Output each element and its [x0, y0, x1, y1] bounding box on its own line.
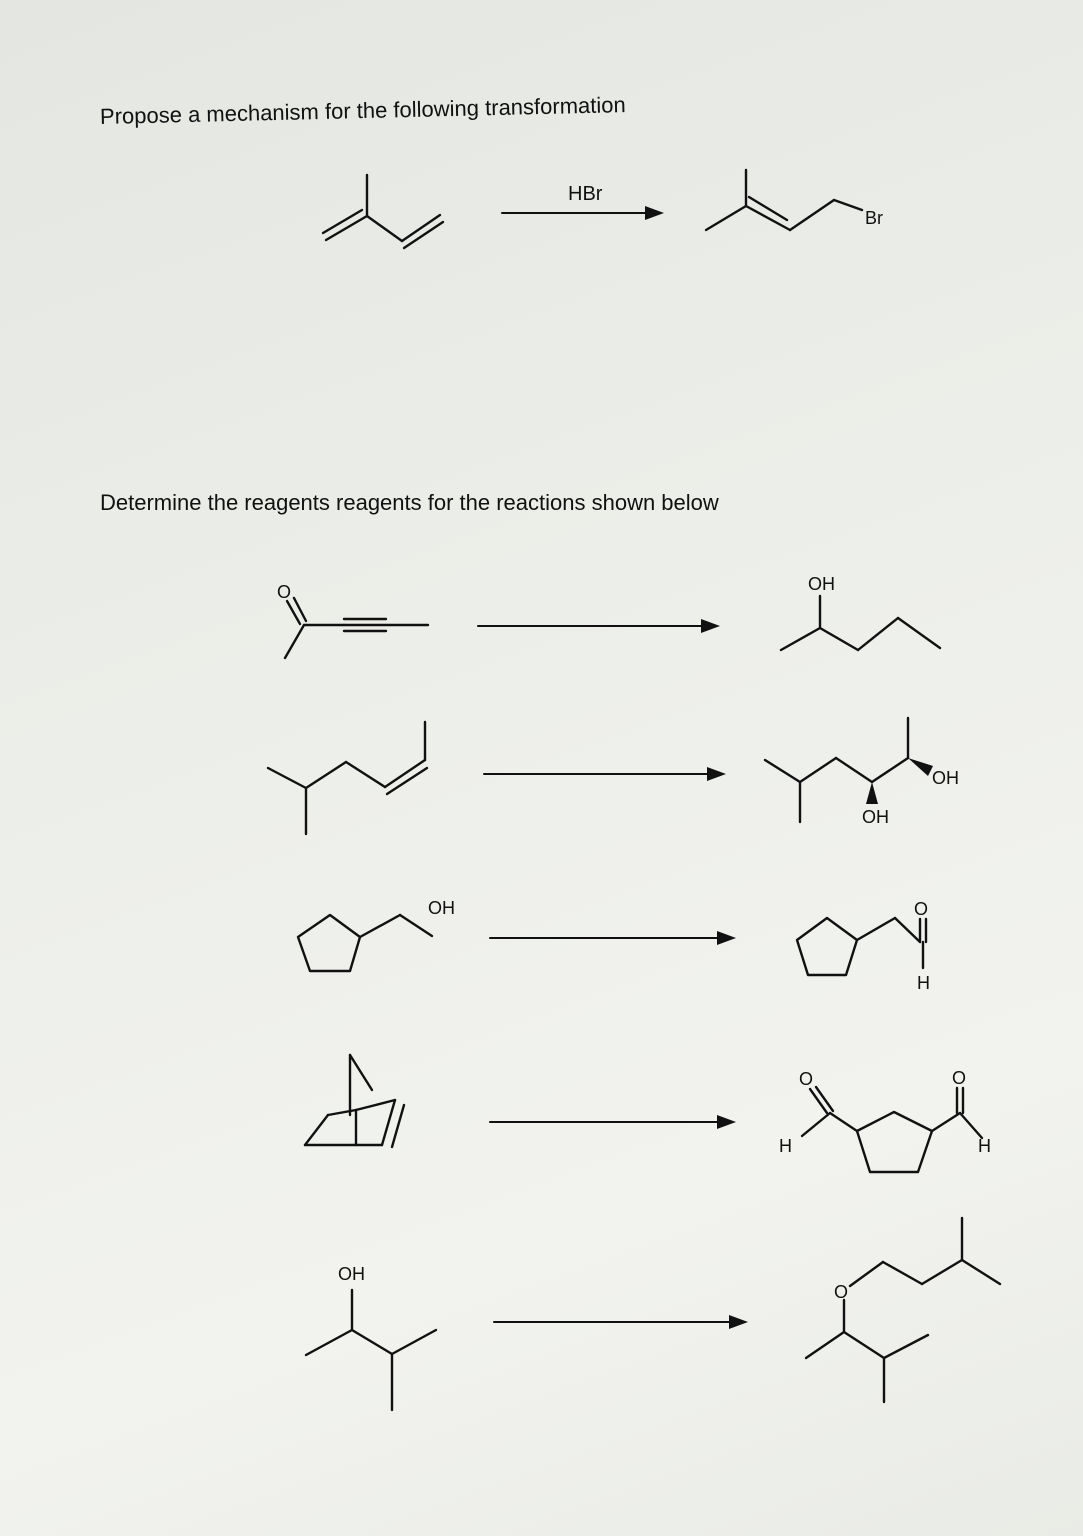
product-ether [806, 1218, 1000, 1402]
reaction-arrow-b [484, 767, 726, 781]
ketone-oxygen-label: O [277, 582, 292, 602]
product-diol-b [765, 718, 933, 822]
ether-oxygen-label: O [834, 1282, 849, 1302]
reactant-norbornene [305, 1055, 404, 1147]
aldehyde-hydrogen-label-d-right: H [978, 1136, 991, 1156]
problem-2-heading: Determine the reagents reagents for the reactions shown below [100, 490, 719, 515]
aldehyde-hydrogen-label-d-left: H [779, 1136, 792, 1156]
hydroxyl-label-c: OH [428, 898, 455, 918]
reaction-arrow-e [494, 1315, 748, 1329]
hydroxyl-label-b-right: OH [932, 768, 959, 788]
problem-1-heading: Propose a mechanism for the following transformation [99, 92, 626, 129]
reactant-diene [323, 175, 443, 248]
reagent-hbr: HBr [568, 183, 603, 205]
reactant-alkynone [285, 598, 428, 658]
aldehyde-oxygen-label-c: O [914, 899, 929, 919]
aldehyde-oxygen-label-d-right: O [952, 1068, 967, 1088]
reaction-arrow-c [490, 931, 736, 945]
product-cyclopentyl-acetaldehyde [797, 918, 926, 975]
hydroxyl-label-e: OH [338, 1264, 365, 1284]
reaction-arrow-d [490, 1115, 736, 1129]
product-secondary-alcohol-a [781, 596, 940, 650]
product-allyl-bromide [706, 170, 862, 230]
reactant-branched-alcohol [306, 1290, 436, 1410]
reaction-arrow-a [478, 619, 720, 633]
product-cyclopentane-dialdehyde [802, 1087, 982, 1172]
hydroxyl-label-b-bottom: OH [862, 807, 889, 827]
reactant-cyclopentyl-ethanol [298, 915, 432, 971]
aldehyde-hydrogen-label-c: H [917, 973, 930, 993]
bromine-label: Br [865, 208, 883, 228]
reaction-arrow-1 [502, 206, 664, 220]
aldehyde-oxygen-label-d-left: O [799, 1069, 814, 1089]
hydroxyl-label-a: OH [808, 574, 835, 594]
reactant-alkene-b [268, 722, 427, 834]
